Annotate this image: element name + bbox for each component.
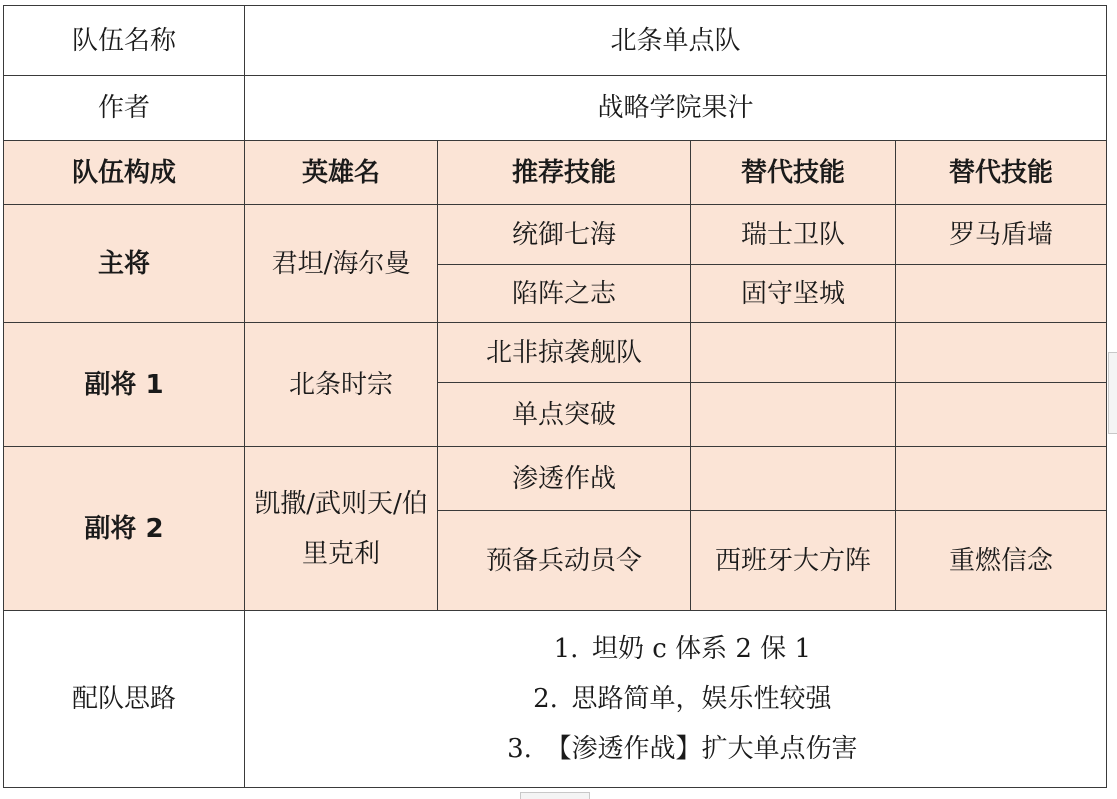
- vice-general-1-hero: 北条时宗: [245, 323, 438, 447]
- team-name-label: 队伍名称: [4, 6, 245, 76]
- strategy-item-number: 2.: [533, 684, 558, 714]
- strategy-item: [253, 674, 1098, 724]
- strategy-item: [253, 724, 1098, 774]
- vice-general-2-skill-2-alt2: 重燃信念: [896, 511, 1107, 611]
- vice-general-1-skill-1-alt2: [896, 323, 1107, 383]
- main-general-skill-2-alt2: [896, 265, 1107, 323]
- vice-general-1-skill-2-alt2: [896, 383, 1107, 447]
- strategy-item-text: 坦奶 c 体系 2 保 1: [592, 634, 811, 664]
- vice-general-2-role: 副将 2: [4, 447, 245, 611]
- vice-general-2-skill-2: 预备兵动员令: [438, 511, 691, 611]
- main-general-skill-1-alt1: 瑞士卫队: [691, 205, 896, 265]
- vice-general-2-skill-2-alt1: 西班牙大方阵: [691, 511, 896, 611]
- table-resize-handle[interactable]: [1108, 352, 1117, 434]
- strategy-label: 配队思路: [4, 611, 245, 788]
- header-row: [4, 141, 1107, 205]
- strategy-item-text: 【渗透作战】扩大单点伤害: [545, 734, 858, 764]
- vice-general-1-skill-1: 北非掠袭舰队: [438, 323, 691, 383]
- strategy-item: [253, 624, 1098, 674]
- vice-general-1-skill-1-alt1: [691, 323, 896, 383]
- main-general-row-1: [4, 205, 1107, 265]
- main-general-skill-2-alt1: 固守坚城: [691, 265, 896, 323]
- header-alt-skill-1: 替代技能: [691, 141, 896, 205]
- author-value: 战略学院果汁: [245, 76, 1107, 141]
- vice-general-1-skill-2: 单点突破: [438, 383, 691, 447]
- main-general-skill-2: 陷阵之志: [438, 265, 691, 323]
- vice-general-2-skill-1: 渗透作战: [438, 447, 691, 511]
- team-name-row: [4, 6, 1107, 76]
- vice-general-1-role: 副将 1: [4, 323, 245, 447]
- team-table: [3, 5, 1107, 788]
- main-general-role: 主将: [4, 205, 245, 323]
- table-bottom-handle[interactable]: [520, 792, 590, 799]
- strategy-item-number: 3.: [507, 734, 532, 764]
- author-label: 作者: [4, 76, 245, 141]
- team-name-value: 北条单点队: [245, 6, 1107, 76]
- header-hero-name: 英雄名: [245, 141, 438, 205]
- strategy-row: [4, 611, 1107, 788]
- header-composition: 队伍构成: [4, 141, 245, 205]
- vice-general-1-row-1: [4, 323, 1107, 383]
- main-general-skill-1-alt2: 罗马盾墙: [896, 205, 1107, 265]
- vice-general-2-skill-1-alt2: [896, 447, 1107, 511]
- main-general-hero: 君坦/海尔曼: [245, 205, 438, 323]
- vice-general-2-skill-1-alt1: [691, 447, 896, 511]
- vice-general-1-skill-2-alt1: [691, 383, 896, 447]
- vice-general-2-hero: 凯撒/武则天/伯里克利: [245, 447, 438, 611]
- vice-general-2-row-1: [4, 447, 1107, 511]
- header-alt-skill-2: 替代技能: [896, 141, 1107, 205]
- strategy-item-text: 思路简单，娱乐性较强: [571, 684, 832, 714]
- author-row: [4, 76, 1107, 141]
- strategy-list: [245, 611, 1107, 788]
- strategy-item-number: 1.: [553, 634, 579, 664]
- header-recommended-skill: 推荐技能: [438, 141, 691, 205]
- document-page: [3, 5, 1107, 788]
- main-general-skill-1: 统御七海: [438, 205, 691, 265]
